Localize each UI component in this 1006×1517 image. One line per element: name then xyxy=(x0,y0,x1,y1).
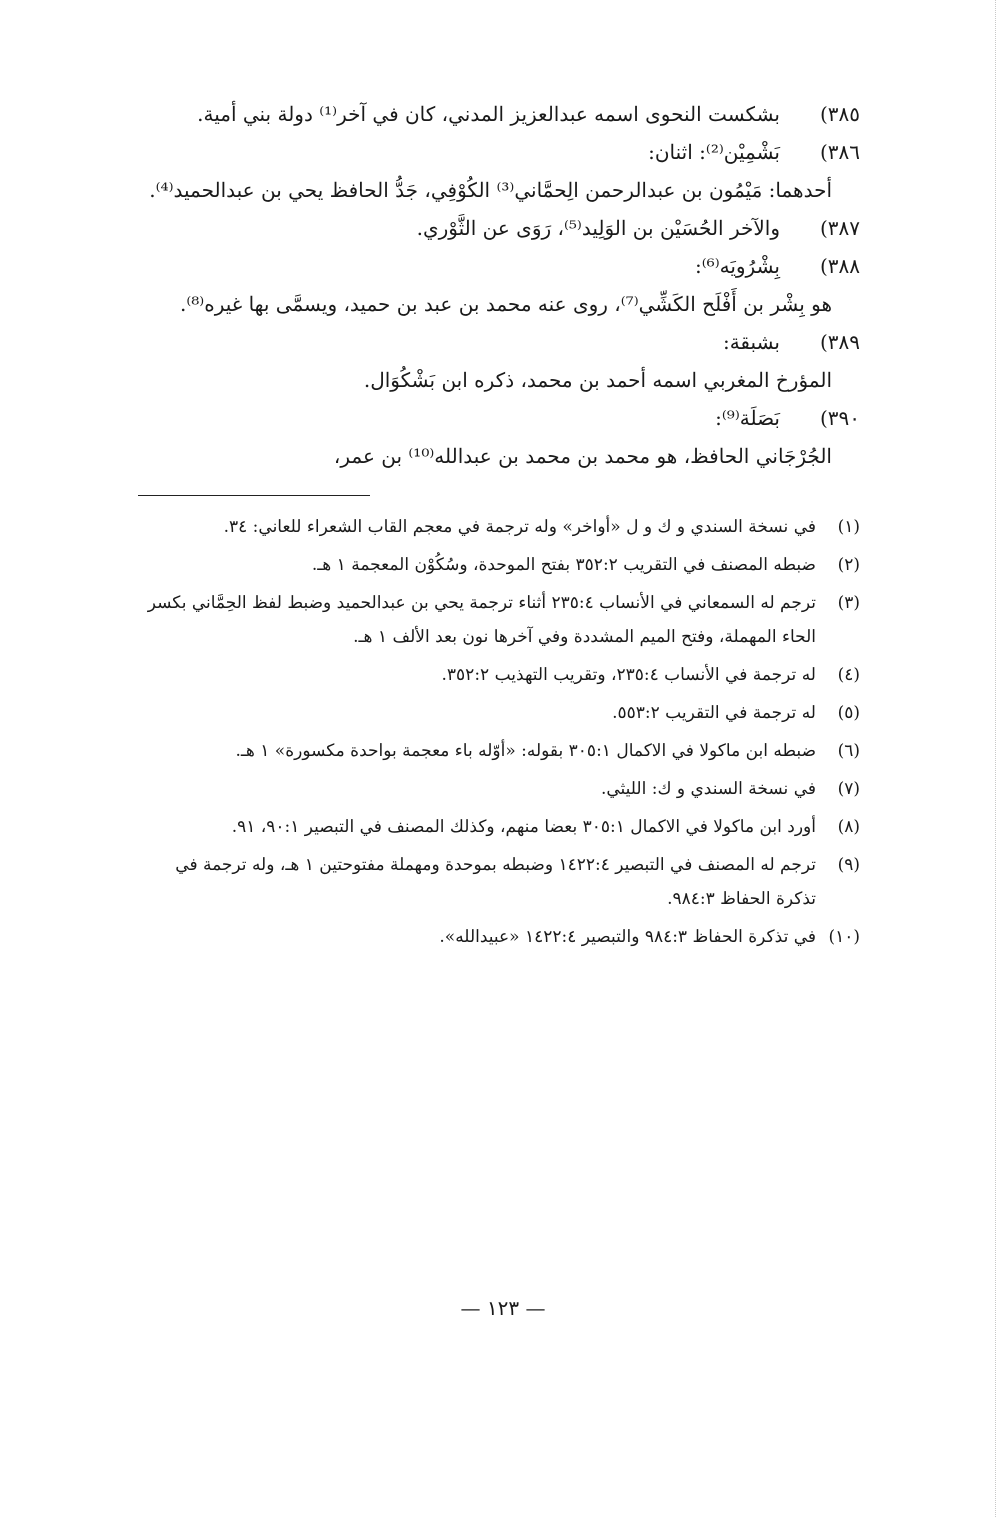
entry-number: ٣٨٨) xyxy=(819,254,860,278)
footnote-2 xyxy=(138,548,860,582)
footnote-number: (١) xyxy=(837,517,860,537)
footnote-text: ترجم له السمعاني في الأنساب ٢٣٥:٤ أثناء ترجمة يحي بن عبدالحميد وضبط لفظ الحِمَّاني بكسر الحاء المهملة، وفتح الميم المشددة وفي آخرها نون بعد الألف ١ هـ. xyxy=(147,593,816,647)
entry-body: هو بِشْر بن أَفْلَح الكَشِّي⁽⁷⁾، روى عنه محمد بن عبد بن حميد، ويسمَّى بها غيره⁽⁸⁾. xyxy=(179,292,832,316)
footnote-text: ضبطه ابن ماكولا في الاكمال ٣٠٥:١ بقوله: «أوّله باء معجمة بواحدة مكسورة» ١ هـ. xyxy=(235,741,816,761)
footnote-text: له ترجمة في التقريب ٥٥٣:٢. xyxy=(612,703,816,723)
footnote-number: (٢) xyxy=(837,555,860,575)
footnote-number: (١٠) xyxy=(828,927,860,947)
footnotes xyxy=(138,510,860,954)
entry-386 xyxy=(138,133,860,171)
entry-number: ٣٨٩) xyxy=(819,330,860,354)
footnote-3 xyxy=(138,586,860,654)
footnote-4 xyxy=(138,658,860,692)
entry-body: أحدهما: مَيْمُون بن عبدالرحمن الِحمَّاني⁽³⁾ الكُوْفِي، جَدُّ الحافظ يحي بن عبدالحميد⁽⁴⁾. xyxy=(149,178,832,202)
footnote-7 xyxy=(138,772,860,806)
entry-text: بَصَلَة⁽⁹⁾: xyxy=(715,406,780,430)
footnote-number: (٨) xyxy=(837,817,860,837)
entry-number: ٣٨٧) xyxy=(819,216,860,240)
entry-body: الجُرْجَاني الحافظ، هو محمد بن محمد بن عبدالله⁽¹⁰⁾ بن عمر، xyxy=(333,444,832,468)
entry-text: بَشْمِيْن⁽²⁾: اثنان: xyxy=(648,140,780,164)
footnote-number: (٣) xyxy=(837,593,860,613)
entry-385 xyxy=(138,95,860,133)
entry-number: ٣٩٠) xyxy=(819,406,860,430)
footnote-number: (٥) xyxy=(837,703,860,723)
entry-388 xyxy=(138,247,860,285)
page-edge xyxy=(995,0,996,1517)
footnote-6 xyxy=(138,734,860,768)
footnote-8 xyxy=(138,810,860,844)
footnote-text: ترجم له المصنف في التبصير ١٤٢٢:٤ وضبطه بموحدة ومهملة مفتوحتين ١ هـ، وله ترجمة في تذكرة الحفاظ ٩٨٤:٣. xyxy=(175,855,816,909)
footnote-number: (٧) xyxy=(837,779,860,799)
footnote-number: (٩) xyxy=(837,855,860,875)
main-text xyxy=(138,95,860,475)
entry-text: بِشْرُويَه⁽⁶⁾: xyxy=(695,254,780,278)
footnote-10 xyxy=(138,920,860,954)
footnote-text: في تذكرة الحفاظ ٩٨٤:٣ والتبصير ١٤٢٢:٤ «عبيدالله». xyxy=(439,927,816,947)
footnote-divider xyxy=(138,495,370,496)
footnote-text: ضبطه المصنف في التقريب ٣٥٢:٢ بفتح الموحدة، وسُكُوْن المعجمة ١ هـ. xyxy=(311,555,816,575)
footnote-5 xyxy=(138,696,860,730)
footnote-number: (٦) xyxy=(837,741,860,761)
footnote-text: في نسخة السندي و ك و ل «أواخر» وله ترجمة في معجم القاب الشعراء للعاني: ٣٤. xyxy=(223,517,816,537)
page-content xyxy=(138,95,860,958)
entry-387 xyxy=(138,209,860,247)
entry-number: ٣٨٦) xyxy=(819,140,860,164)
footnote-text: أورد ابن ماكولا في الاكمال ٣٠٥:١ بعضا منهم، وكذلك المصنف في التبصير ٩٠:١، ٩١. xyxy=(231,817,816,837)
footnote-1 xyxy=(138,510,860,544)
footnote-text: له ترجمة في الأنساب ٢٣٥:٤، وتقريب التهذيب ٣٥٢:٢. xyxy=(441,665,816,685)
footnote-number: (٤) xyxy=(837,665,860,685)
entry-number: ٣٨٥) xyxy=(819,102,860,126)
footnote-9 xyxy=(138,848,860,916)
entry-text: بشكست النحوى اسمه عبدالعزيز المدني، كان في آخر⁽¹⁾ دولة بني أمية. xyxy=(197,102,780,126)
entry-text: والآخر الحُسَيْن بن الوَلِيد⁽⁵⁾، رَوَى عن الثَّوْري. xyxy=(416,216,780,240)
entry-text: بشبقة: xyxy=(722,330,780,354)
page-number: — ١٢٣ — xyxy=(460,1296,546,1320)
footnote-text: في نسخة السندي و ك: الليثي. xyxy=(600,779,816,799)
entry-389 xyxy=(138,323,860,361)
entry-body: المؤرخ المغربي اسمه أحمد بن محمد، ذكره ابن بَشْكُوَال. xyxy=(363,368,832,392)
entry-390 xyxy=(138,399,860,437)
